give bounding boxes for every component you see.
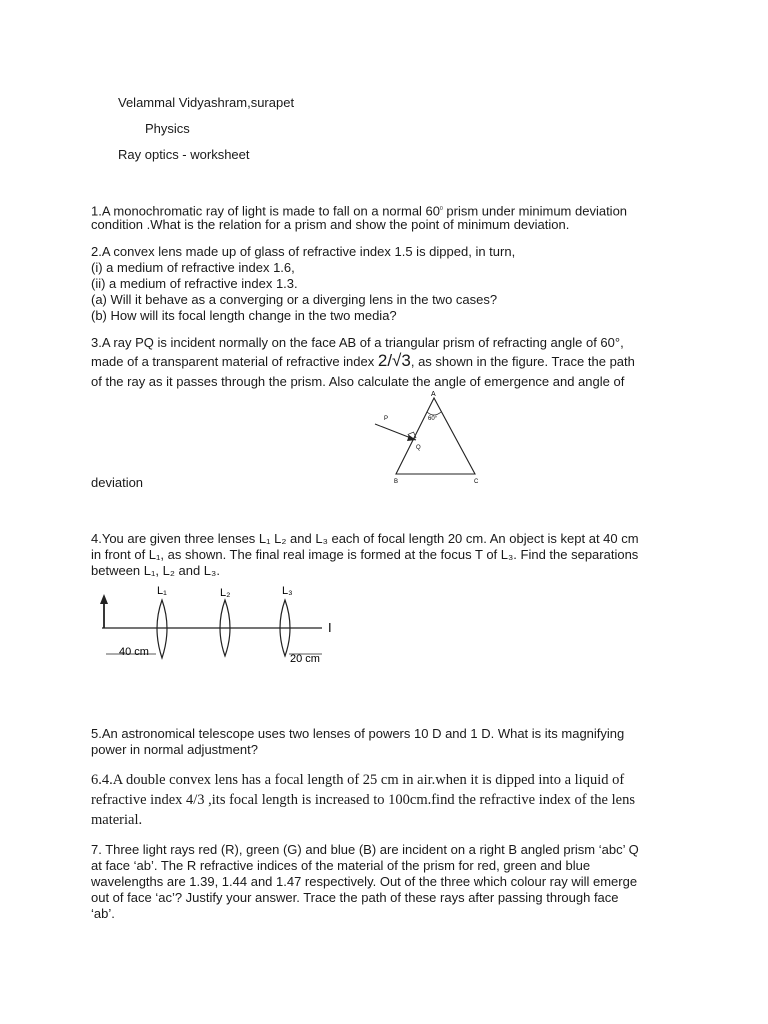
subject-name: Physics [145,121,190,136]
lens-l1-label: L₁ [157,585,167,597]
question-7-line-4: out of face ‘ac’? Justify your answer. Trace the path of these rays after passing through face [91,890,619,905]
distance-40cm-label: 40 cm [119,646,149,658]
point-p-label: P [384,416,389,422]
degree-mark: 0 [440,206,443,212]
worksheet-title: Ray optics - worksheet [118,147,250,162]
question-7-line-2: at face ‘ab’. The R refractive indices of the material of the prism for red, green and blue [91,858,591,873]
question-3-line-1: 3.A ray PQ is incident normally on the face AB of a triangular prism of refracting angle of 60°, [91,335,624,350]
question-1-line-1: 1.A monochromatic ray of light is made to fall on a normal $60^0$ prism under minimum deviation [91,203,628,219]
school-name: Velammal Vidyashram,surapet [118,95,295,110]
question-3-line-4: deviation [91,475,144,490]
question-2-line-4: (a) Will it behave as a converging or a diverging lens in the two cases? [91,292,498,307]
vertex-c-label: C [474,479,479,485]
question-4-line-1: 4.You are given three lenses L₁ L₂ and L₃ each of focal length 20 cm. An object is kept at 40 cm [91,531,639,546]
apex-label: A [431,391,436,398]
lens-l3-label: L₃ [282,585,293,597]
image-label: I [328,620,332,635]
question-7-line-3: wavelengths are 1.39, 1.44 and 1.47 respectively. Out of the three which colour ray will emerge [91,874,638,889]
question-1-line-2: condition .What is the relation for a prism and show the point of minimum deviation. [91,217,570,232]
question-7-line-1: 7. Three light rays red (R), green (G) and blue (B) are incident on a right B angled prism ‘abc’ Q [91,842,639,857]
prism-figure [365,388,500,490]
vertex-b-label: B [394,479,399,485]
question-7-line-5: ‘ab’. [91,906,115,921]
question-4-line-3: between L₁, L₂ and L₃. [91,563,220,578]
lens-l2-label: L₂ [220,587,231,599]
question-4-line-2: in front of L₁, as shown. The final real image is formed at the focus T of L₃. Find the separations [91,547,639,562]
question-6-line-1: 6.4.A double convex lens has a focal length of 25 cm in air.when it is dipped into a liquid of [91,772,625,788]
question-5-line-1: 5.An astronomical telescope uses two lenses of powers 10 D and 1 D. What is its magnifying [91,726,625,741]
lens-l1 [157,600,167,658]
question-2-line-3: (ii) a medium of refractive index 1.3. [91,276,298,291]
point-q-label: Q [416,445,421,451]
question-2-line-5: (b) How will its focal length change in the two media? [91,308,397,323]
question-3-line-2: made of a transparent material of refractive index 2/√3, as shown in the figure. Trace the path [91,351,635,370]
question-6-line-3: material. [91,812,143,828]
question-2-line-1: 2.A convex lens made up of glass of refractive index 1.5 is dipped, in turn, [91,244,516,259]
question-6-line-2: refractive index 4/3 ,its focal length is increased to 100cm.find the refractive index of the lens [91,792,635,808]
angle-label: 60° [428,416,438,422]
question-3-line-3: of the ray as it passes through the prism. Also calculate the angle of emergence and angle of [91,374,625,389]
distance-20cm-label: 20 cm [290,653,320,665]
refractive-index-value: 2/√3 [377,351,411,370]
lens-system-figure [92,580,352,670]
question-5-line-2: power in normal adjustment? [91,742,258,757]
question-2-line-2: (i) a medium of refractive index 1.6, [91,260,295,275]
